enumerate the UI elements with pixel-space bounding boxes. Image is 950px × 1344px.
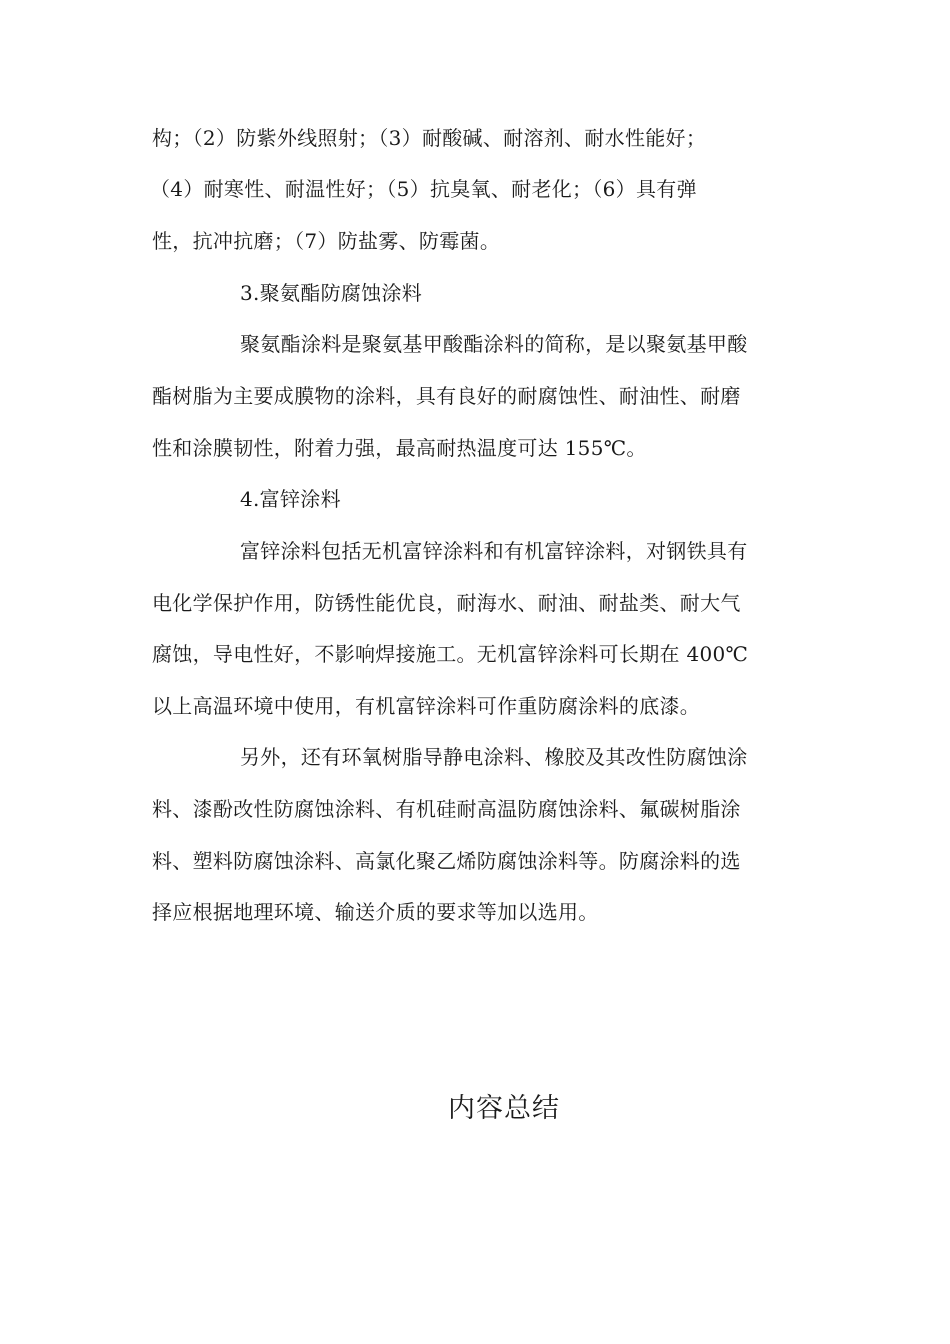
section-heading: 3.聚氨酯防腐蚀涂料 bbox=[240, 281, 423, 305]
body-text-line: （4）耐寒性、耐温性好；（5）抗臭氧、耐老化；（6）具有弹 bbox=[150, 177, 697, 201]
summary-heading: 内容总结 bbox=[448, 1093, 560, 1124]
body-text-line: 料、漆酚改性防腐蚀涂料、有机硅耐高温防腐蚀涂料、氟碳树脂涂 bbox=[152, 797, 741, 821]
body-text-line: 以上高温环境中使用，有机富锌涂料可作重防腐涂料的底漆。 bbox=[152, 694, 701, 718]
body-text-line: 电化学保护作用，防锈性能优良，耐海水、耐油、耐盐类、耐大气 bbox=[152, 591, 741, 615]
body-text-line: 性，抗冲抗磨；（7）防盐雾、防霉菌。 bbox=[152, 229, 501, 253]
body-text-line: 性和涂膜韧性，附着力强，最高耐热温度可达 155℃。 bbox=[152, 436, 647, 460]
paragraph-first-line: 聚氨酯涂料是聚氨基甲酸酯涂料的简称，是以聚氨基甲酸 bbox=[240, 332, 748, 356]
body-text-line: 酯树脂为主要成膜物的涂料，具有良好的耐腐蚀性、耐油性、耐磨 bbox=[152, 384, 741, 408]
section-heading: 4.富锌涂料 bbox=[240, 487, 341, 511]
body-text-line: 择应根据地理环境、输送介质的要求等加以选用。 bbox=[152, 900, 599, 924]
paragraph-first-line: 另外，还有环氧树脂导静电涂料、橡胶及其改性防腐蚀涂 bbox=[240, 745, 748, 769]
body-text-line: 构；（2）防紫外线照射；（3）耐酸碱、耐溶剂、耐水性能好； bbox=[152, 126, 707, 150]
paragraph-first-line: 富锌涂料包括无机富锌涂料和有机富锌涂料，对钢铁具有 bbox=[240, 539, 748, 563]
body-text-line: 料、塑料防腐蚀涂料、高氯化聚乙烯防腐蚀涂料等。防腐涂料的选 bbox=[152, 849, 741, 873]
body-text-line: 腐蚀，导电性好，不影响焊接施工。无机富锌涂料可长期在 400℃ bbox=[152, 642, 749, 666]
